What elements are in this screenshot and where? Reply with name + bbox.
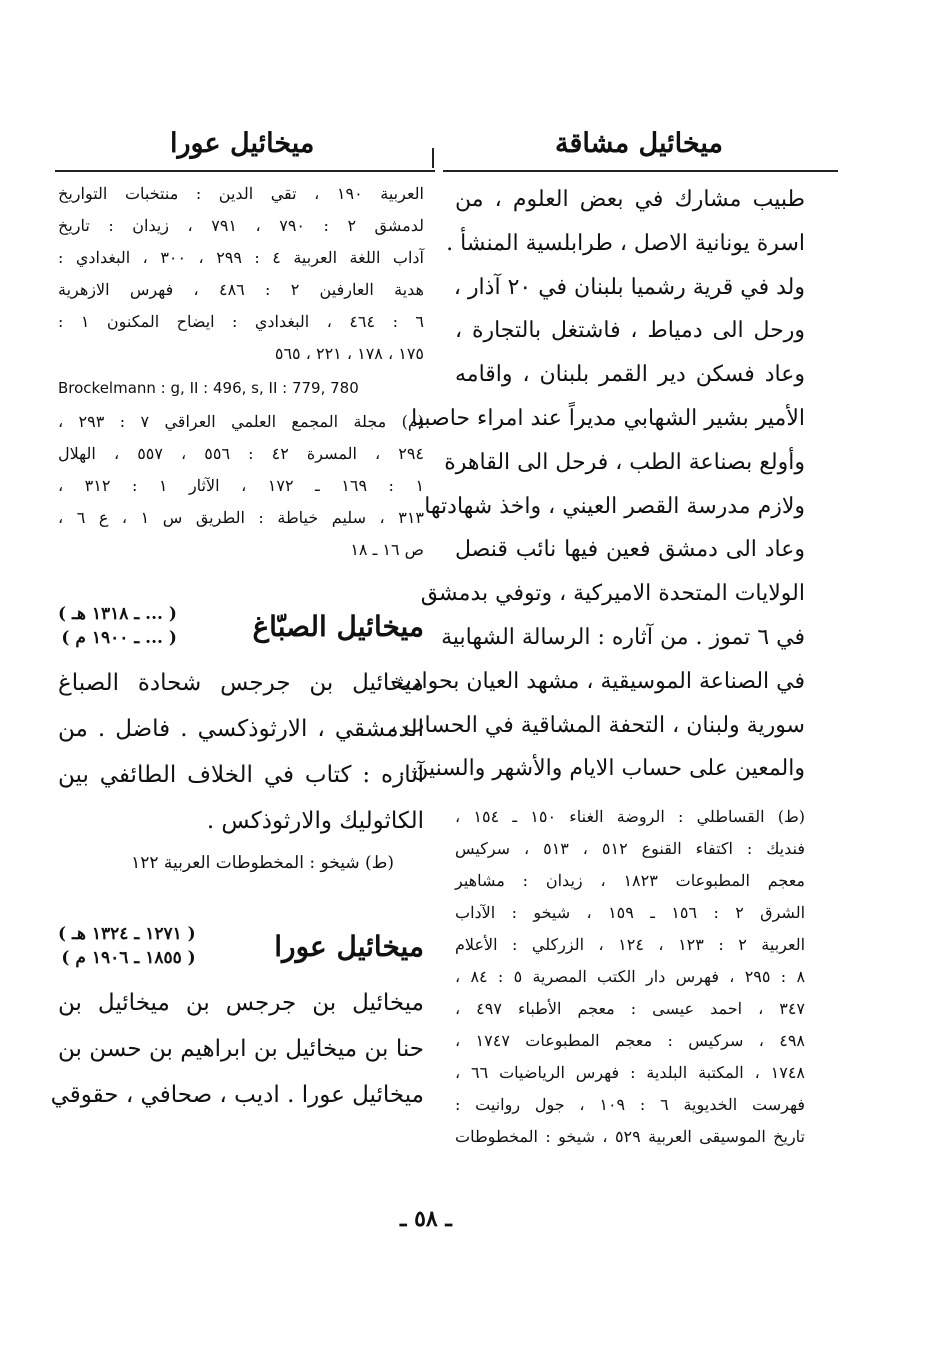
latin-reference: Brockelmann : g, II : 496, s, II : 779, 780 [58,379,359,397]
reference-line: الشرق ٢ : ١٥٦ ـ ١٥٩ ، شيخو : الآداب [455,903,806,923]
source-line: (ط) شيخو : المخطوطات العربية ١٢٢ [131,853,394,873]
text-line: الأمير بشير الشهابي مديراً عند امراء حاصبيا [411,405,805,431]
text-line: الدمشقي ، الارثوذكسي . فاضل . من [58,716,424,742]
entry-header-sabbagh [58,602,424,650]
text-line: والمعين على حساب الايام والأشهر والسنين . [398,756,805,782]
date-hijri: ( ١٢٧١ ـ ١٣٢٤ هـ ) [58,924,196,944]
text-line: ميخائيل بن جرجس بن ميخائيل بن [58,990,424,1016]
entry-header-awra [58,922,424,970]
reference-line: ١ : ١٦٩ ـ ١٧٢ ، الآثار ١ : ٣١٢ ، [58,476,425,495]
text-line: وأولع بصناعة الطب ، فرحل الى القاهرة [444,449,805,475]
reference-line: ١٧٥ ، ١٧٨ ، ٢٢١ ، ٥٦٥ [274,344,424,363]
reference-line: العربية ١٩٠ ، تقي الدين : منتخبات التواريخ [58,184,425,203]
entry-name: ميخائيل عورا [274,929,424,963]
reference-line: تاريخ الموسيقى العربية ٥٢٩ ، شيخو : المخطوطات [455,1127,805,1147]
reference-line: ٤٩٨ ، سركيس : معجم المطبوعات ١٧٤٧ ، [455,1031,806,1051]
reference-line: ٢٩٤ ، المسرة ٤٢ : ٥٥٦ ، ٥٥٧ ، الهلال [58,444,425,463]
text-line: اسرة يونانية الاصل ، طرابلسية المنشأ . [446,230,805,256]
text-line: في الصناعة الموسيقية ، مشهد العيان بحوادث [391,668,805,694]
reference-line: ٨ : ٢٩٥ ، فهرس دار الكتب المصرية ٥ : ٨٤ ، [455,967,806,987]
entry-name: ميخائيل الصبّاغ [252,609,424,643]
reference-line: ٣٤٧ ، احمد عيسى : معجم الأطباء ٤٩٧ ، [455,999,806,1019]
reference-line: (م) مجلة المجمع العلمي العراقي ٧ : ٢٩٣ ، [58,412,425,431]
text-line: وعاد فسكن دير القمر بلبنان ، واقامه [455,362,805,388]
text-line: ميخائيل بن جرجس شحادة الصباغ [58,670,424,696]
reference-line: لدمشق ٢ : ٧٩٠ ، ٧٩١ ، زيدان : تاريخ [58,216,425,235]
entry-dates [58,602,177,650]
text-line: سورية ولبنان ، التحفة المشاقية في الحساب ، [389,712,805,738]
biography-sabbagh [58,660,424,844]
text-line: في ٦ تموز . من آثاره : الرسالة الشهابية [441,624,805,650]
text-line: طبيب مشارك في بعض العلوم ، من [455,187,805,212]
reference-line: فهرست الخديوية ٦ : ١٠٩ ، جول روانيت : [455,1095,805,1115]
reference-line: معجم المطبوعات ١٨٢٣ ، زيدان : مشاهير [455,871,805,891]
left-column [50,178,425,1118]
references-mashaqa [455,801,805,1153]
reference-line: فنديك : اكتفاء القنوع ٥١٢ ، ٥١٣ ، سركيس [455,839,805,859]
text-line: ميخائيل عورا . اديب ، صحافي ، حقوقي [50,1082,424,1108]
references-continued [58,178,424,566]
header-rule-right [443,170,838,172]
date-hijri: ( ... ـ ١٣١٨ هـ ) [58,604,177,624]
text-line: الكاثوليك والارثوذكس . [206,808,424,834]
text-line: ولازم مدرسة القصر العيني ، واخذ شهادتها [424,493,805,519]
reference-line: العربية ٢ : ١٢٣ ، ١٢٤ ، الزركلي : الأعلام [455,935,806,955]
right-column [389,178,806,1153]
text-line: حنا بن ميخائيل بن ابراهيم بن حسن بن [58,1036,424,1062]
biography-mashaqa [389,178,805,791]
reference-line: آداب اللغة العربية ٤ : ٢٩٩ ، ٣٠٠ ، البغدادي : [58,248,425,267]
reference-line: ١٧٤٨ ، المكتبة البلدية : فهرس الرياضيات ٦٦ ، [455,1063,806,1083]
text-line: ورحل الى دمياط ، فاشتغل بالتجارة ، [455,318,805,344]
biography-awra [50,980,424,1118]
text-line: ولد في قرية رشميا بلبنان في ٢٠ آذار ، [453,274,805,300]
left-column-title: ميخائيل عورا [170,128,315,159]
date-gregorian: ( ١٨٥٥ ـ ١٩٠٦ م ) [61,948,196,968]
header-divider [432,148,434,168]
reference-line: ٣١٣ ، سليم خياطة : الطريق س ١ ، ع ٦ ، [58,508,425,527]
text-line: آثاره : كتاب في الخلاف الطائفي بين [58,762,424,788]
header-rule-left [55,170,435,172]
text-line: وعاد الى دمشق فعين فيها نائب قنصل [455,537,805,563]
date-gregorian: ( ... ـ ١٩٠٠ م ) [61,628,177,648]
reference-line: هدية العارفين ٢ : ٤٨٦ ، فهرس الازهرية [58,280,424,299]
text-line: الولايات المتحدة الاميركية ، وتوفي بدمشق [420,581,805,607]
right-column-title: ميخائيل مشاقة [555,128,723,159]
entry-dates [58,922,196,970]
page-number: ـ ٥٨ ـ [400,1206,452,1232]
reference-line: ص ١٦ ـ ١٨ [350,540,424,559]
reference-line: ٦ : ٤٦٤ ، البغدادي : ايضاح المكنون ١ : [58,312,425,331]
reference-line: (ط) القساطلي : الروضة الغناء ١٥٠ ـ ١٥٤ ، [455,807,805,827]
